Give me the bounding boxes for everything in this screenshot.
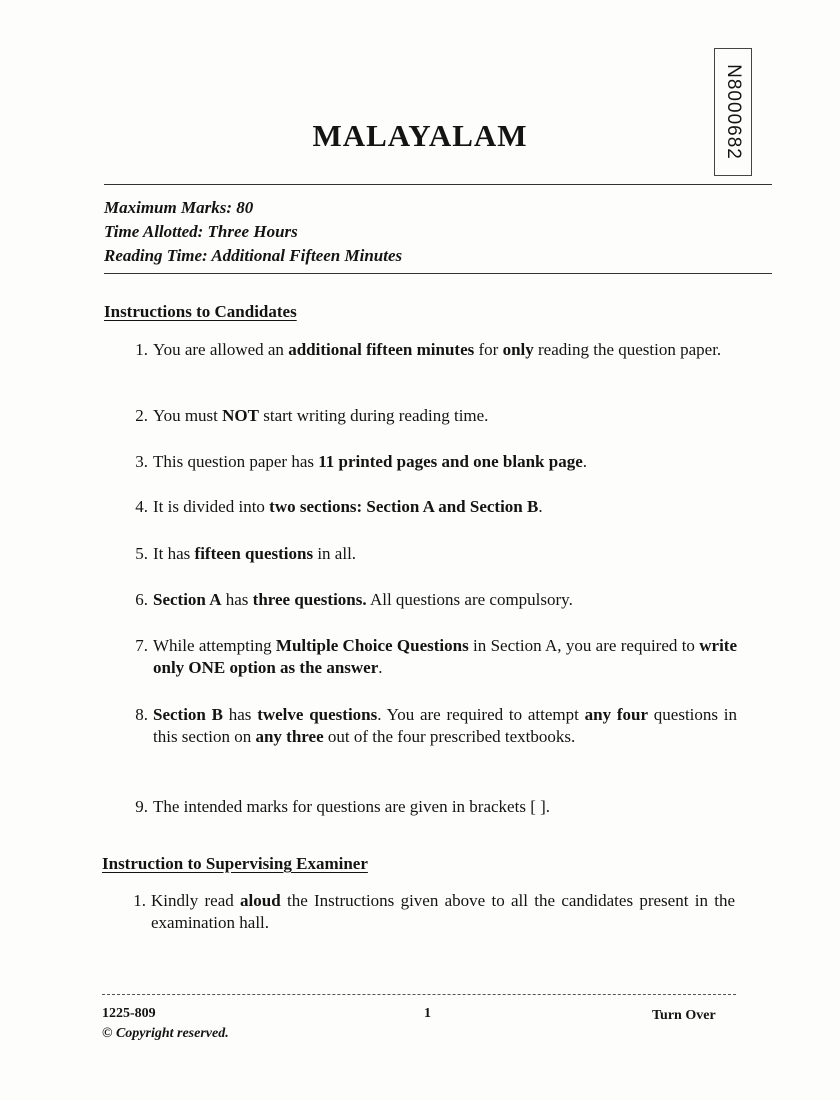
- bold-phrase: only: [502, 340, 534, 359]
- bold-phrase: fifteen questions: [194, 544, 314, 563]
- instruction-number: 3.: [135, 452, 148, 471]
- reading-time: Reading Time: Additional Fifteen Minutes: [104, 246, 403, 265]
- text-run: reading the question paper.: [533, 340, 722, 359]
- bold-phrase: additional fifteen minutes: [288, 340, 475, 359]
- bold-phrase: aloud: [240, 891, 281, 910]
- instruction-text: [153, 589, 737, 611]
- instruction-text: [153, 496, 737, 518]
- text-run: has: [221, 590, 253, 609]
- bold-phrase: Multiple Choice Questions: [275, 636, 469, 655]
- text-run: . You are required to attempt: [377, 705, 585, 724]
- instruction-text: [153, 339, 737, 361]
- bold-phrase: two sections: Section A and Section B: [269, 497, 539, 516]
- instruction-text: [153, 543, 737, 565]
- instruction-text: [153, 405, 737, 427]
- paper-code: 1225-809: [102, 1006, 156, 1021]
- examiner-heading: Instruction to Supervising Examiner: [102, 854, 368, 873]
- instruction-number: 6.: [135, 590, 148, 609]
- max-marks: Maximum Marks: 80: [104, 198, 254, 217]
- text-run: You must: [153, 406, 223, 425]
- text-run: The intended marks for questions are given in brackets [ ].: [153, 797, 551, 816]
- copyright-notice: © Copyright reserved.: [102, 1026, 229, 1041]
- text-run: All questions are compulsory.: [366, 590, 573, 609]
- text-run: has: [223, 705, 258, 724]
- footer-divider: [102, 994, 736, 995]
- turn-over-label: Turn Over: [652, 1008, 716, 1023]
- text-run: .: [582, 452, 588, 471]
- instruction-number: 1.: [135, 340, 148, 359]
- serial-number-box: [714, 48, 752, 176]
- bold-phrase: twelve questions: [257, 705, 378, 724]
- bold-phrase: 11 printed pages and one blank page: [318, 452, 583, 471]
- instruction-number: 2.: [135, 406, 148, 425]
- text-run: the Instructions given above to all the candidates present in the examination hall.: [151, 891, 735, 932]
- top-rule: [104, 184, 772, 185]
- text-run: It has: [153, 544, 195, 563]
- text-run: in Section A, you are required to: [468, 636, 700, 655]
- bold-phrase: Section B: [153, 705, 223, 724]
- instruction-number: 9.: [135, 797, 148, 816]
- instruction-number: 5.: [135, 544, 148, 563]
- text-run: You are allowed an: [153, 340, 289, 359]
- text-run: out of the four prescribed textbooks.: [323, 727, 576, 746]
- examiner-instruction-text: [151, 890, 735, 934]
- instruction-number: 8.: [135, 705, 148, 724]
- time-allotted: Time Allotted: Three Hours: [104, 222, 298, 241]
- bold-phrase: write only ONE option as the answer: [153, 636, 738, 677]
- page-title: MALAYALAM: [312, 118, 528, 153]
- page-number: 1: [424, 1006, 431, 1021]
- instruction-text: [153, 451, 737, 473]
- examiner-instruction-number: 1.: [133, 891, 146, 910]
- bold-phrase: any three: [255, 727, 324, 746]
- text-run: It is divided into: [153, 497, 270, 516]
- meta-rule: [104, 273, 772, 274]
- text-run: Kindly read: [151, 891, 241, 910]
- text-run: This question paper has: [153, 452, 319, 471]
- text-run: .: [538, 497, 543, 516]
- text-run: .: [378, 658, 383, 677]
- text-run: questions in this section on: [153, 705, 738, 746]
- text-run: While attempting: [153, 636, 276, 655]
- bold-phrase: any four: [584, 705, 649, 724]
- instruction-number: 4.: [135, 497, 148, 516]
- text-run: start writing during reading time.: [258, 406, 489, 425]
- bold-phrase: NOT: [222, 406, 259, 425]
- text-run: for: [474, 340, 503, 359]
- bold-phrase: Section A: [153, 590, 222, 609]
- bold-phrase: three questions.: [252, 590, 367, 609]
- instruction-text: [153, 704, 737, 748]
- candidates-heading: Instructions to Candidates: [104, 302, 297, 321]
- instruction-text: [153, 796, 737, 818]
- serial-number: N8000682: [723, 64, 744, 160]
- instruction-number: 7.: [135, 636, 148, 655]
- text-run: in all.: [313, 544, 357, 563]
- instruction-text: [153, 635, 737, 679]
